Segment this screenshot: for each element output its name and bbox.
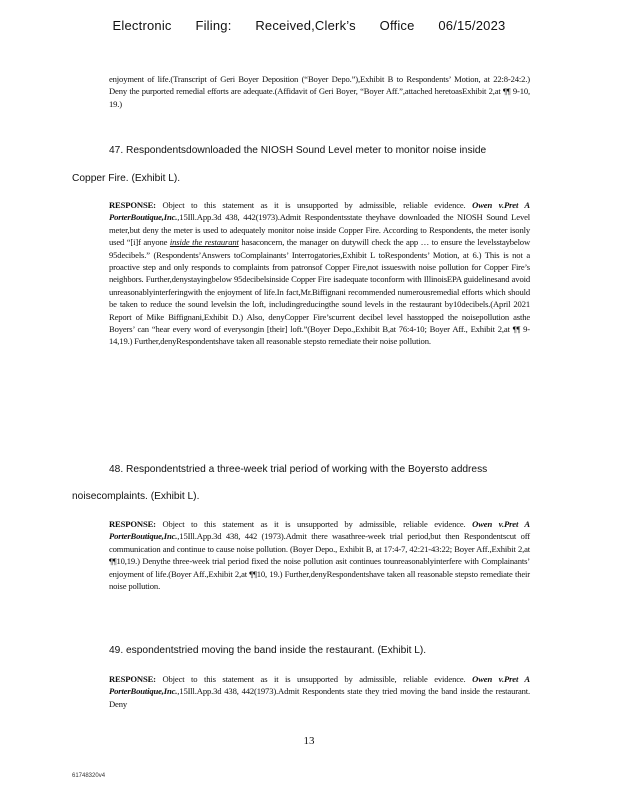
case-citation: Owen v.Pret A PorterBoutique,Inc. [109,519,531,542]
header-office: Office [379,18,415,33]
response-label: RESPONSE: [109,674,156,684]
response-49 [109,673,530,710]
response-label: RESPONSE: [109,519,156,529]
document-id: 61748320v4 [72,773,106,779]
paragraph-47-line1: 47. Respondentsdownloaded the NIOSH Sound Level meter to monitor noise inside [109,145,487,156]
response-body: ,15Ill.App.3d 438, 442 (1973).Admit there wasathree-week trial period,but then Respondentscut off communication and continue to cause noise pollution. (Boyer Depo., Exhibit B, at 17:4-7, 42:21-43:22; Boyer Aff.,Exhibit 2,at ¶¶10,19.) Denythe three-week trial period fixed the noise pollution asit continues tounreasonablyinterfere with Complainants’ enjoyment of life.(Boyer Aff.,Exhibit 2,at ¶¶10, 19.) Further,denyRespondentshave taken all reasonable stepsto remediate their noise pollution. [109,531,530,592]
paragraph-47-line2: Copper Fire. (Exhibit L). [72,173,181,184]
continued-response [109,73,530,110]
paragraph-48-line2: noisecomplaints. (Exhibit L). [72,491,200,502]
response-47 [109,199,530,348]
response-intro: Object to this statement as it is unsupported by admissible, reliable evidence. [162,200,466,210]
response-48 [109,518,530,592]
underlined-phrase: inside the restaurant [169,237,239,248]
response-intro: Object to this statement as it is unsupported by admissible, reliable evidence. [162,674,466,684]
case-citation: Owen v.Pret A PorterBoutique,Inc. [109,674,531,697]
paragraph-49-line1: 49. espondentstried moving the band inside the restaurant. (Exhibit L). [109,645,427,656]
continued-response-text: enjoyment of life.(Transcript of Geri Boyer Deposition (“Boyer Depo.”),Exhibit B to Respondents’ Motion, at 22:8-24:2.) Deny the purported remedial efforts are adequate.(Affidavit of Geri Boyer, “Boyer Aff.”,attached heretoasExhibit 2,at ¶¶ 9-10, 19.) [109,74,530,109]
page-number: 13 [303,735,315,747]
header-electronic: Electronic [112,18,172,33]
header-filing: Filing: [195,18,232,33]
response-label: RESPONSE: [109,200,156,210]
response-body-rest: hasaconcern, the manager on dutywill check the app … to ensure the levelsstaybelow 95decibels.” (Respondents’Answers toComplainants’ Interrogatories,Exhibit L toRespondents’ Motion, at 6.) This is not a proactive step and only responds to complaints from patronsof Copper Fire,not issueswith noise pollution for Copper Fire’s neighbors. Further,denystayingbelow 95decibelsinside Copper Fire isadequate toconform with IllinoisEPA guidelinesand avoid unreasonablyinterferingwith the enjoyment of life.In fact,Mr.Biffignani recommended numerousremedial efforts which should be taken to reduce the sound levelsin the loft, includingreducingthe sound levels in the restaurant by10decibels.(April 2021 Report of Mike Biffignani,Exhibit D.) Also, denyCopper Fire’scurrent decibel level hasstopped the noisepollution asthe Boyers’ can “hear every word of everysongin [their] loft.”(Boyer Depo.,Exhibit B,at 76:4-10; Boyer Aff., Exhibit 2,at ¶¶ 9-14,19.) Further,denyRespondentshave taken all reasonable stepsto remediate their noise pollution. [109,237,531,347]
filing-header [0,18,618,33]
response-intro: Object to this statement as it is unsupported by admissible, reliable evidence. [162,519,466,529]
header-received: Received,Clerk’s [255,18,356,33]
case-citation: Owen v.Pret A PorterBoutique,Inc. [109,200,531,223]
response-body: ,15Ill.App.3d 438, 442(1973).Admit Respondentsstate theyhave downloaded the NIOSH Sound Level meter,but deny the meter is used to adequately monitor noise inside Copper Fire. According to Respondents, the meter isonly used “[i]f anyone [109,212,530,248]
paragraph-48-line1: 48. Respondentstried a three-week trial period of working with the Boyersto address [109,464,488,475]
header-date: 06/15/2023 [438,18,506,33]
response-body: ,15Ill.App.3d 438, 442(1973).Admit Respondents state they tried moving the band inside the restaurant. Deny [109,686,530,709]
